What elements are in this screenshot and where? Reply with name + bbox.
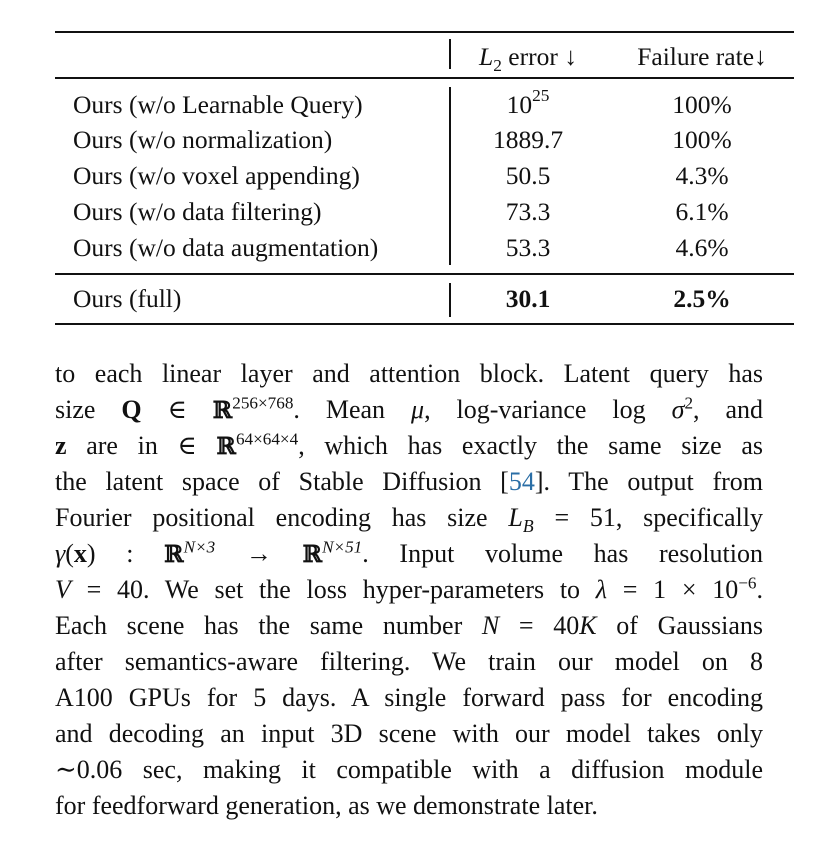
row-failure-rate: 6.1% <box>675 197 729 226</box>
text-line: to each linear layer and attention block. Latent query has <box>55 359 763 388</box>
row-failure-rate: 4.6% <box>675 233 729 262</box>
table-column-divider <box>449 87 451 265</box>
header-l2-error: $L_2$ error ↓ <box>479 42 577 76</box>
table-full-rule <box>55 273 794 275</box>
row-failure-rate: 100% <box>672 125 732 154</box>
row-l2-error: $10^{25}$ <box>506 85 550 119</box>
text-line: for feedforward generation, as we demonstrate later. <box>55 791 598 820</box>
text-line: and decoding an input 3D scene with our model takes only <box>55 719 763 748</box>
text-line: γ(x) : ℝ$^{N\times 3}$ → ℝ$^{N\times 51}$. Input volume has resolution <box>55 537 763 568</box>
text-line: V = 40. We set the loss hyper-parameters to $\lambda = 1 \times 10^{-6}$. <box>55 573 763 604</box>
text-line: after semantics-aware filtering. We train our model on 8 <box>55 647 763 676</box>
header-failure-rate: Failure rate↓ <box>637 42 767 71</box>
row-label: Ours (w/o data augmentation) <box>73 233 379 262</box>
row-failure-rate: 4.3% <box>675 161 729 190</box>
table-top-rule <box>55 31 794 33</box>
row-label: Ours (w/o Learnable Query) <box>73 90 363 119</box>
row-label: Ours (w/o normalization) <box>73 125 333 154</box>
text-line: A100 GPUs for 5 days. A single forward pass for encoding <box>55 683 763 712</box>
row-l2-error: 53.3 <box>505 233 551 262</box>
citation-link[interactable]: 54 <box>508 467 535 496</box>
table-bottom-rule <box>55 323 794 325</box>
text-line: z are in ∈ ℝ$^{64\times 64\times 4}$, which has exactly the same size as <box>55 429 763 460</box>
row-l2-error: 50.5 <box>505 161 551 190</box>
text-line: Each scene has the same number N = 40K of Gaussians <box>55 611 764 640</box>
body-paragraph <box>55 356 763 824</box>
row-l2-error: 1889.7 <box>492 125 564 154</box>
row-label: Ours (w/o data filtering) <box>73 197 322 226</box>
row-l2-error: 73.3 <box>505 197 551 226</box>
row-label: Ours (w/o voxel appending) <box>73 161 360 190</box>
table-header-rule <box>55 77 794 79</box>
text-line: size Q ∈ ℝ$^{256\times 768}$. Mean μ, log-variance $\log \sigma^2$, and <box>55 393 764 424</box>
table-column-divider <box>449 39 451 69</box>
ablation-table <box>55 31 794 326</box>
text-line: the latent space of Stable Diffusion [54]. The output from <box>55 467 763 496</box>
full-row-failure-rate: 2.5% <box>673 284 731 313</box>
text-line: ∼0.06 sec, making it compatible with a diffusion module <box>55 755 763 784</box>
full-row-l2-error: 30.1 <box>505 284 551 313</box>
full-row-label: Ours (full) <box>73 284 182 313</box>
text-line: Fourier positional encoding has size $L_B = 51$, specifically <box>55 503 763 537</box>
row-failure-rate: 100% <box>672 90 732 119</box>
table-column-divider <box>449 283 451 317</box>
